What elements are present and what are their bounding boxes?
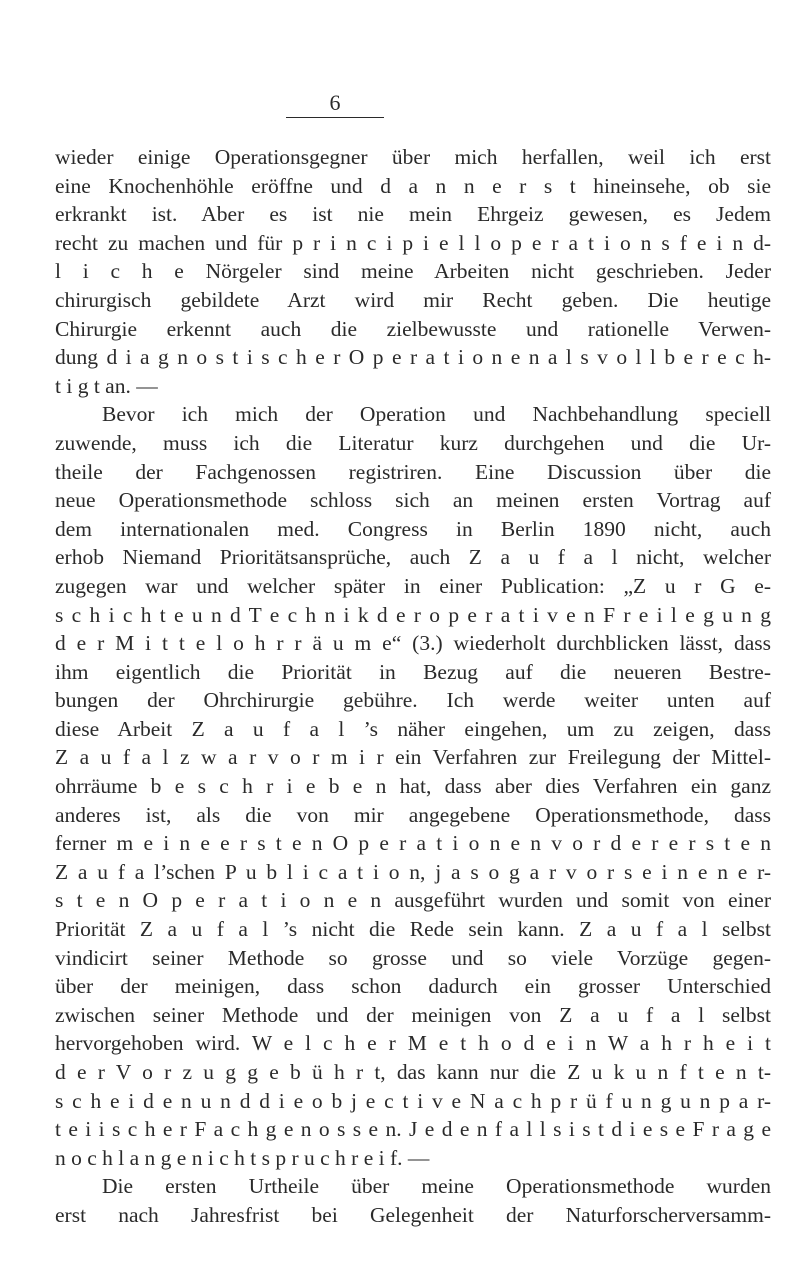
text-line: bungen der Ohrchirurgie gebühre. Ich werde weiter unten auf bbox=[55, 688, 771, 713]
text-line: dung d i a g n o s t i s c h e r O p e r a t i o n e n a l s v o l l b e r e c h- bbox=[55, 345, 771, 370]
text-line: zuwende, muss ich die Literatur kurz durchgehen und die Ur- bbox=[55, 430, 771, 455]
text-line: s c h i c h t e u n d T e c h n i k d e r o p e r a t i v e n F r e i l e g u n g bbox=[55, 602, 771, 627]
text-line: erst nach Jahresfrist bei Gelegenheit der Naturforscherversamm- bbox=[55, 1202, 771, 1227]
text-line: ihm eigentlich die Priorität in Bezug auf die neueren Bestre- bbox=[55, 659, 771, 684]
text-line: anderes ist, als die von mir angegebene Operationsmethode, dass bbox=[55, 802, 771, 827]
text-line: neue Operationsmethode schloss sich an meinen ersten Vortrag auf bbox=[55, 488, 771, 513]
text-line: s c h e i d e n u n d d i e o b j e c t i v e N a c h p r ü f u n g u n p a r- bbox=[55, 1088, 771, 1113]
text-line: d e r V o r z u g g e b ü h r t, das kann nur die Z u k u n f t e n t- bbox=[55, 1060, 771, 1084]
text-line: hervorgehoben wird. W e l c h e r M e t h o d e i n W a h r h e i t bbox=[55, 1031, 771, 1056]
text-line: über der meinigen, dass schon dadurch ein grosser Unterschied bbox=[55, 974, 771, 999]
text-line: s t e n O p e r a t i o n e n ausgeführt wurden und somit von einer bbox=[55, 888, 771, 913]
page-number: 6 bbox=[329, 90, 341, 115]
text-line: Chirurgie erkennt auch die zielbewusste und rationelle Verwen- bbox=[55, 316, 771, 341]
text-line: Bevor ich mich der Operation und Nachbehandlung speciell bbox=[102, 402, 771, 427]
text-line: Z a u f a l’schen P u b l i c a t i o n, j a s o g a r v o r s e i n e n e r- bbox=[55, 859, 771, 884]
text-line: l i c h e Nörgeler sind meine Arbeiten nicht geschrieben. Jeder bbox=[55, 259, 771, 284]
text-line: Z a u f a l z w a r v o r m i r ein Verfahren zur Freilegung der Mittel- bbox=[55, 745, 771, 770]
text-line: erkrankt ist. Aber es ist nie mein Ehrgeiz gewesen, es Jedem bbox=[55, 202, 771, 227]
text-line: vindicirt seiner Methode so grosse und so viele Vorzüge gegen- bbox=[55, 945, 771, 970]
text-line: t e i i s c h e r F a c h g e n o s s e n. J e d e n f a l l s i s t d i e s e F r a g e bbox=[55, 1117, 771, 1142]
text-line: dem internationalen med. Congress in Berlin 1890 nicht, auch bbox=[55, 516, 771, 541]
text-line: eine Knochenhöhle eröffne und d a n n e r s t hineinsehe, ob sie bbox=[55, 173, 771, 198]
page-number-rule bbox=[286, 117, 384, 118]
text-line: recht zu machen und für p r i n c i p i e l l o p e r a t i o n s f e i n d- bbox=[55, 230, 771, 255]
text-line: ohrräume b e s c h r i e b e n hat, dass aber dies Verfahren ein ganz bbox=[55, 774, 771, 799]
text-line: diese Arbeit Z a u f a l ’s näher eingehen, um zu zeigen, dass bbox=[55, 716, 771, 741]
text-line: n o c h l a n g e n i c h t s p r u c h r e i f. — bbox=[55, 1145, 430, 1170]
text-line: t i g t an. — bbox=[55, 373, 158, 398]
text-line: wieder einige Operationsgegner über mich herfallen, weil ich erst bbox=[55, 145, 771, 169]
text-line: d e r M i t t e l o h r r ä u m e“ (3.) wiederholt durchblicken lässt, dass bbox=[55, 631, 771, 656]
text-line: Priorität Z a u f a l ’s nicht die Rede sein kann. Z a u f a l selbst bbox=[55, 917, 771, 942]
text-line: chirurgisch gebildete Arzt wird mir Recht geben. Die heutige bbox=[55, 287, 771, 312]
text-line: zwischen seiner Methode und der meinigen von Z a u f a l selbst bbox=[55, 1002, 771, 1027]
text-line: erhob Niemand Prioritätsansprüche, auch Z a u f a l nicht, welcher bbox=[55, 545, 771, 570]
text-line: Die ersten Urtheile über meine Operationsmethode wurden bbox=[102, 1174, 771, 1199]
body-text bbox=[55, 143, 771, 1230]
text-line: theile der Fachgenossen registriren. Eine Discussion über die bbox=[55, 459, 771, 484]
text-line: zugegen war und welcher später in einer Publication: „Z u r G e- bbox=[55, 573, 771, 598]
text-line: ferner m e i n e e r s t e n O p e r a t i o n e n v o r d e r e r s t e n bbox=[55, 831, 771, 856]
